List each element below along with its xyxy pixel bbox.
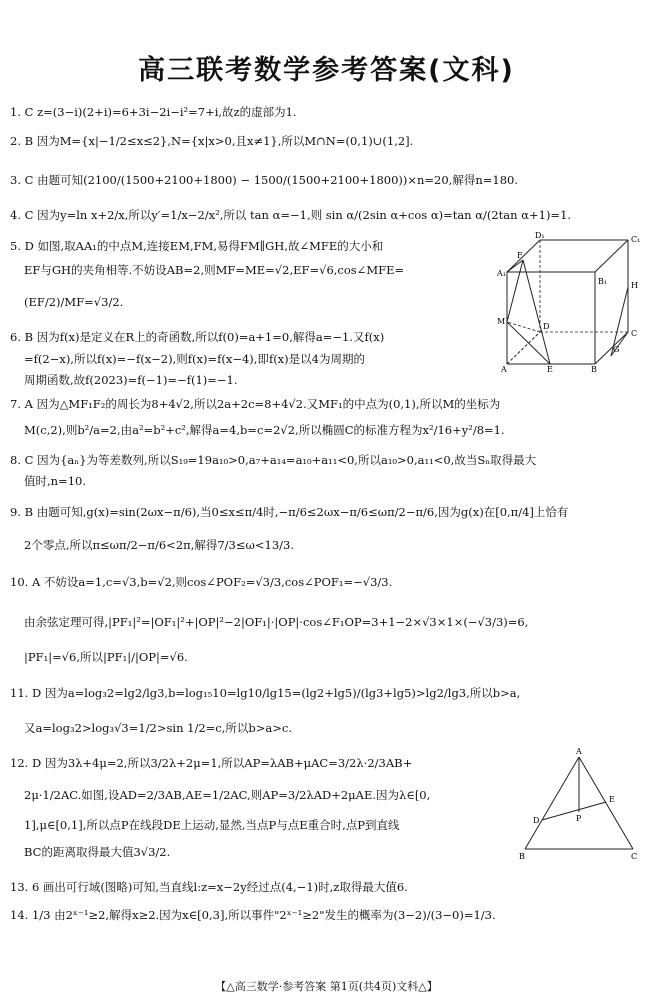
triangle-label: D	[533, 816, 540, 825]
answer-line: EF与GH的夹角相等.不妨设AB=2,则MF=ME=√2,EF=√6,cos∠MFE=	[24, 263, 405, 277]
triangle-label: C	[631, 852, 638, 861]
cube-label: A	[501, 365, 507, 372]
cube-label: M	[497, 317, 506, 326]
page-title: 高三联考数学参考答案(文科)	[138, 55, 515, 86]
answer-line: 值时,n=10.	[24, 474, 86, 488]
triangle-label: P	[576, 814, 582, 823]
answer-line: (EF/2)/MF=√3/2.	[24, 295, 124, 309]
cube-label: A₁	[497, 269, 506, 278]
answer-line: BC的距离取得最大值3√3/2.	[24, 845, 171, 859]
answer-line: 14. 1/3 由2ˣ⁻¹≥2,解得x≥2.因为x∈[0,3],所以事件"2ˣ⁻¹≥2"发生的概率为(3−2)/(3−0)=1/3.	[10, 908, 496, 922]
triangle-label: A	[576, 747, 582, 756]
page-footer: 【△高三数学·参考答案 第1页(共4页)文科△】	[215, 980, 438, 993]
answer-line: 5. D 如图,取AA₁的中点M,连接EM,FM,易得FM∥GH,故∠MFE的大小和	[10, 239, 384, 253]
answer-line: 由余弦定理可得,|PF₁|²=|OF₁|²+|OP|²−2|OF₁|·|OP|·cos∠F₁OP=3+1−2×√3×1×(−√3/3)=6,	[24, 615, 529, 629]
answer-line: 又a=log₃2>log₃√3=1/2>sin 1/2=c,所以b>a>c.	[24, 721, 292, 735]
answer-line: 2. B 因为M={x|−1/2≤x≤2},N={x|x>0,且x≠1},所以M∩N=(0,1)∪(1,2].	[10, 134, 414, 148]
triangle-figure	[515, 745, 645, 865]
cube-label: B	[591, 365, 597, 372]
answer-line: 1. C z=(3−i)(2+i)=6+3i−2i−i²=7+i,故z的虚部为1.	[10, 105, 297, 119]
answer-line: 2个零点,所以π≤ωπ/2−π/6<2π,解得7/3≤ω<13/3.	[24, 538, 294, 552]
answer-line: 13. 6 画出可行域(图略)可知,当直线l:z=x−2y经过点(4,−1)时,z取得最大值6.	[10, 880, 408, 894]
answer-line: 7. A 因为△MF₁F₂的周长为8+4√2,所以2a+2c=8+4√2.又MF₁的中点为(0,1),所以M的坐标为	[10, 397, 501, 411]
answer-line: 3. C 由题可知(2100/(1500+2100+1800) − 1500/(1500+2100+1800))×n=20,解得n=180.	[10, 173, 518, 187]
triangle-label: B	[519, 852, 525, 861]
cube-label: G	[613, 345, 620, 354]
answer-line: 11. D 因为a=log₃2=lg2/lg3,b=log₁₅10=lg10/lg15=(lg2+lg5)/(lg3+lg5)>lg2/lg3,所以b>a,	[10, 686, 521, 700]
answer-line: 10. A 不妨设a=1,c=√3,b=√2,则cos∠POF₂=√3/3,cos∠POF₁=−√3/3.	[10, 575, 393, 589]
answer-line: 9. B 由题可知,g(x)=sin(2ωx−π/6),当0≤x≤π/4时,−π/6≤2ωx−π/6≤ωπ/2−π/6,因为g(x)在[0,π/4]上恰有	[10, 505, 569, 519]
cube-label: B₁	[598, 277, 608, 286]
answer-line: 2μ·1/2AC.如图,设AD=2/3AB,AE=1/2AC,则AP=3/2λAD+2μAE.因为λ∈[0,	[24, 788, 431, 802]
cube-label: D	[543, 322, 550, 331]
answer-line: 周期函数,故f(2023)=f(−1)=−f(1)=−1.	[24, 373, 238, 387]
answer-line: 1],μ∈[0,1],所以点P在线段DE上运动,显然,当点P与点E重合时,点P到直线	[24, 818, 400, 832]
answer-line: 12. D 因为3λ+4μ=2,所以3/2λ+2μ=1,所以AP=λAB+μAC=3/2λ·2/3AB+	[10, 756, 413, 770]
answer-line: 4. C 因为y=ln x+2/x,所以y′=1/x−2/x²,所以 tan α=−1,则 sin α/(2sin α+cos α)=tan α/(2tan α+1)=1.	[10, 208, 572, 222]
answer-line: =f(2−x),所以f(x)=−f(x−2),则f(x)=f(x−4),即f(x)是以4为周期的	[24, 352, 365, 366]
cube-label: C	[631, 329, 638, 338]
answer-line: 8. C 因为{aₙ}为等差数列,所以S₁₉=19a₁₀>0,a₇+a₁₄=a₁₀+a₁₁<0,所以a₁₀>0,a₁₁<0,故当Sₙ取得最大	[10, 453, 537, 467]
cube-label: F	[517, 251, 523, 260]
cube-label: C₁	[631, 235, 641, 244]
answer-line: M(c,2),则b²/a=2,由a²=b²+c²,解得a=4,b=c=2√2,所以椭圆C的标准方程为x²/16+y²/8=1.	[24, 423, 505, 437]
cube-label: E	[547, 365, 553, 372]
answer-line: |PF₁|=√6,所以|PF₁|/|OP|=√6.	[24, 650, 188, 664]
answer-line: 6. B 因为f(x)是定义在R上的奇函数,所以f(0)=a+1=0,解得a=−1.又f(x)	[10, 330, 385, 344]
cube-figure	[495, 232, 645, 372]
triangle-label: E	[609, 795, 615, 804]
cube-label: D₁	[535, 232, 545, 240]
cube-label: H	[631, 281, 638, 290]
